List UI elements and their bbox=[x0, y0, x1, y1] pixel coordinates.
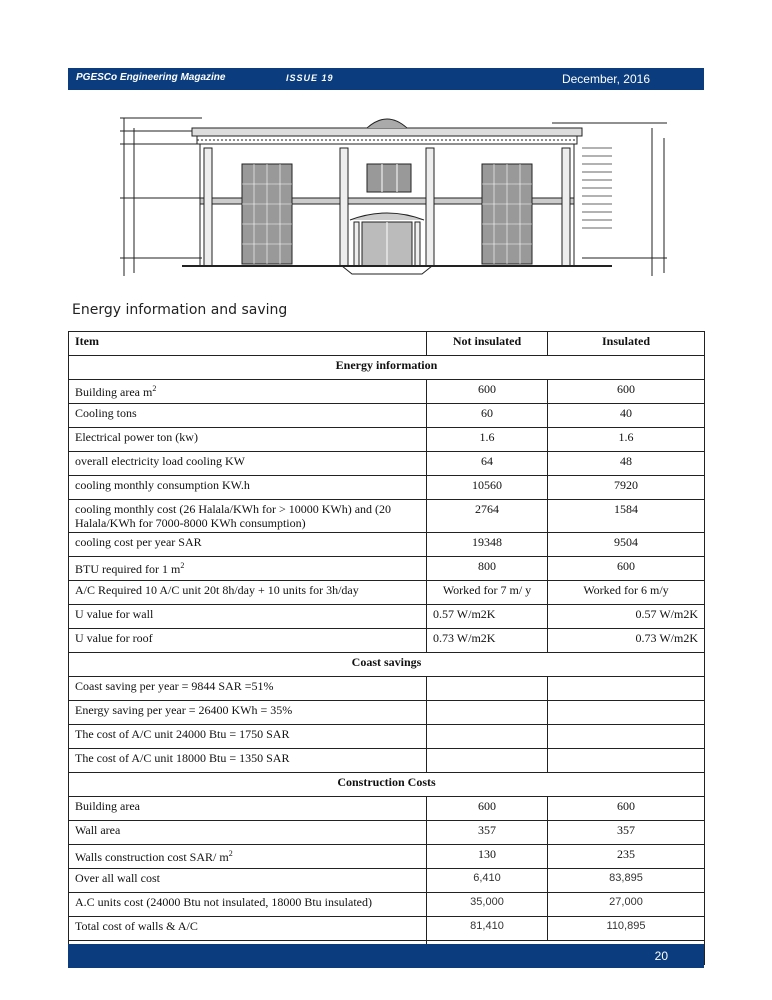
row-not-insulated: 0.57 W/m2K bbox=[427, 605, 548, 629]
row-insulated: Worked for 6 m/y bbox=[548, 581, 705, 605]
row-insulated: 110,895 bbox=[548, 917, 705, 941]
row-item: U value for roof bbox=[69, 629, 427, 653]
table-row bbox=[69, 725, 705, 749]
table-row bbox=[69, 845, 705, 869]
row-not-insulated: 357 bbox=[427, 821, 548, 845]
row-item: A.C units cost (24000 Btu not insulated, 18000 Btu insulated) bbox=[69, 893, 427, 917]
row-item: cooling cost per year SAR bbox=[69, 533, 427, 557]
row-insulated: 1584 bbox=[548, 500, 705, 533]
row-not-insulated: 2764 bbox=[427, 500, 548, 533]
table-row bbox=[69, 677, 705, 701]
row-not-insulated: 10560 bbox=[427, 476, 548, 500]
table-row bbox=[69, 476, 705, 500]
table-row bbox=[69, 452, 705, 476]
row-item: overall electricity load cooling KW bbox=[69, 452, 427, 476]
table-row bbox=[69, 557, 705, 581]
row-item: cooling monthly consumption KW.h bbox=[69, 476, 427, 500]
table-row bbox=[69, 605, 705, 629]
construction-title: Construction Costs bbox=[69, 773, 705, 797]
row-not-insulated: 800 bbox=[427, 557, 548, 581]
issue-number: ISSUE 19 bbox=[286, 73, 334, 83]
row-insulated: 7920 bbox=[548, 476, 705, 500]
table-row bbox=[69, 380, 705, 404]
row-insulated: 600 bbox=[548, 380, 705, 404]
building-elevation-drawing bbox=[112, 98, 672, 288]
row-item: Building area bbox=[69, 797, 427, 821]
table-row bbox=[69, 404, 705, 428]
issue-date: December, 2016 bbox=[561, 72, 650, 86]
row-item: Coast saving per year = 9844 SAR =51% bbox=[69, 677, 427, 701]
row-item: The cost of A/C unit 18000 Btu = 1350 SAR bbox=[69, 749, 427, 773]
row-insulated: 600 bbox=[548, 557, 705, 581]
row-not-insulated: 19348 bbox=[427, 533, 548, 557]
row-insulated: 27,000 bbox=[548, 893, 705, 917]
section-title: Energy information and saving bbox=[72, 302, 288, 318]
row-insulated: 48 bbox=[548, 452, 705, 476]
header-item: Item bbox=[69, 332, 427, 356]
table-row bbox=[69, 581, 705, 605]
row-not-insulated: 60 bbox=[427, 404, 548, 428]
page-number: 20 bbox=[654, 949, 668, 963]
row-not-insulated: 130 bbox=[427, 845, 548, 869]
row-not-insulated: 6,410 bbox=[427, 869, 548, 893]
savings-title: Coast savings bbox=[69, 653, 705, 677]
row-item: The cost of A/C unit 24000 Btu = 1750 SAR bbox=[69, 725, 427, 749]
row-insulated: 0.57 W/m2K bbox=[548, 605, 705, 629]
row-insulated: 600 bbox=[548, 797, 705, 821]
row-not-insulated: Worked for 7 m/ y bbox=[427, 581, 548, 605]
row-insulated: 9504 bbox=[548, 533, 705, 557]
row-not-insulated: 81,410 bbox=[427, 917, 548, 941]
row-item: Building area $m^2$ bbox=[69, 380, 427, 404]
row-item: Energy saving per year = 26400 KWh = 35% bbox=[69, 701, 427, 725]
row-item: A/C Required 10 A/C unit 20t 8h/day + 10 units for 3h/day bbox=[69, 581, 427, 605]
table-row bbox=[69, 749, 705, 773]
row-insulated: 83,895 bbox=[548, 869, 705, 893]
row-not-insulated: 35,000 bbox=[427, 893, 548, 917]
row-item: Cooling tons bbox=[69, 404, 427, 428]
energy-info-title: Energy information bbox=[69, 356, 705, 380]
row-not-insulated: 1.6 bbox=[427, 428, 548, 452]
header-bar bbox=[68, 68, 704, 90]
table-row bbox=[69, 917, 705, 941]
row-not-insulated: 600 bbox=[427, 380, 548, 404]
row-insulated: 235 bbox=[548, 845, 705, 869]
header-insulated: Insulated bbox=[548, 332, 705, 356]
header-not-insulated: Not insulated bbox=[427, 332, 548, 356]
row-item: Wall area bbox=[69, 821, 427, 845]
section-row-construction bbox=[69, 773, 705, 797]
table-row bbox=[69, 893, 705, 917]
table-row bbox=[69, 629, 705, 653]
row-item: Walls construction cost SAR/ $m^2$ bbox=[69, 845, 427, 869]
row-item: cooling monthly cost (26 Halala/KWh for > 10000 KWh) and (20 Halala/KWh for 7000-8000 KWh consumption) bbox=[69, 500, 427, 533]
magazine-title: PGESCo Engineering Magazine bbox=[76, 72, 226, 83]
row-insulated: 0.73 W/m2K bbox=[548, 629, 705, 653]
table-row bbox=[69, 701, 705, 725]
row-item: Over all wall cost bbox=[69, 869, 427, 893]
row-not-insulated: 64 bbox=[427, 452, 548, 476]
table-row bbox=[69, 500, 705, 533]
table-row bbox=[69, 797, 705, 821]
row-not-insulated: 0.73 W/m2K bbox=[427, 629, 548, 653]
row-item: BTU required for 1 $m^2$ bbox=[69, 557, 427, 581]
table-row bbox=[69, 533, 705, 557]
row-insulated: 1.6 bbox=[548, 428, 705, 452]
footer-bar bbox=[68, 944, 704, 968]
row-insulated: 40 bbox=[548, 404, 705, 428]
row-insulated: 357 bbox=[548, 821, 705, 845]
row-item: Total cost of walls & A/C bbox=[69, 917, 427, 941]
table-row bbox=[69, 821, 705, 845]
energy-table bbox=[68, 331, 705, 965]
row-item: Electrical power ton (kw) bbox=[69, 428, 427, 452]
row-item: U value for wall bbox=[69, 605, 427, 629]
section-row-savings bbox=[69, 653, 705, 677]
table-row bbox=[69, 869, 705, 893]
table-header-row bbox=[69, 332, 705, 356]
table-row bbox=[69, 428, 705, 452]
section-row-energy bbox=[69, 356, 705, 380]
row-not-insulated: 600 bbox=[427, 797, 548, 821]
